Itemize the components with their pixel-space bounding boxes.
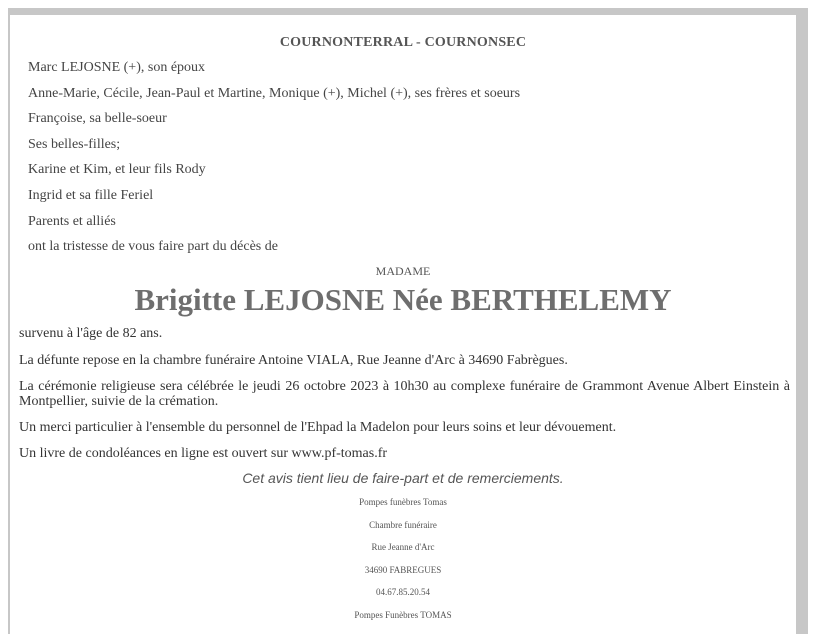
age-paragraph: survenu à l'âge de 82 ans. [19, 326, 163, 341]
footer-line: 04.67.85.20.54 [376, 587, 430, 598]
ceremony-paragraph: La cérémonie religieuse sera célébrée le jeudi 26 octobre 2023 à 10h30 au complexe funéraire de Grammont Avenue Albert Einstein à Montpellier, suivie de la crémation. [19, 379, 790, 409]
footer-line: Pompes funèbres Tomas [359, 497, 447, 507]
deceased-name: Brigitte LEJOSNE Née BERTHELEMY [134, 282, 672, 317]
repose-paragraph: La défunte repose en la chambre funéraire Antoine VIALA, Rue Jeanne d'Arc à 34690 Fabrègues. [19, 353, 568, 368]
family-line: Anne-Marie, Cécile, Jean-Paul et Martine, Monique (+), Michel (+), ses frères et soeurs [28, 85, 521, 101]
footer-line: Chambre funéraire [369, 519, 437, 530]
family-line: Marc LEJOSNE (+), son époux [28, 60, 206, 75]
family-line: Françoise, sa belle-soeur [28, 111, 167, 127]
funeral-home-footer [10, 496, 796, 632]
city-heading: COURNONTERRAL - COURNONSEC [279, 35, 527, 50]
family-line: ont la tristesse de vous faire part du décès de [28, 239, 278, 255]
notice-frame [8, 8, 808, 634]
footer-line: Rue Jeanne d'Arc [371, 542, 435, 553]
obituary-notice [10, 15, 796, 634]
thanks-paragraph: Un merci particulier à l'ensemble du personnel de l'Ehpad la Madelon pour leurs soins et leur dévouement. [19, 420, 617, 435]
family-line: Ingrid et sa fille Feriel [28, 187, 154, 203]
closing-remark: Cet avis tient lieu de faire-part et de remerciements. [242, 470, 564, 486]
condolence-book-paragraph: Un livre de condoléances en ligne est ouvert sur www.pf-tomas.fr [19, 446, 388, 461]
family-line: Ses belles-filles; [28, 136, 121, 152]
family-list [28, 59, 520, 264]
footer-line: Pompes Funèbres TOMAS [354, 609, 452, 620]
family-line: Parents et alliés [28, 213, 116, 229]
footer-line: 34690 FABREGUES [364, 564, 442, 575]
family-line: Karine et Kim, et leur fils Rody [28, 162, 206, 178]
honorific: MADAME [375, 264, 431, 278]
